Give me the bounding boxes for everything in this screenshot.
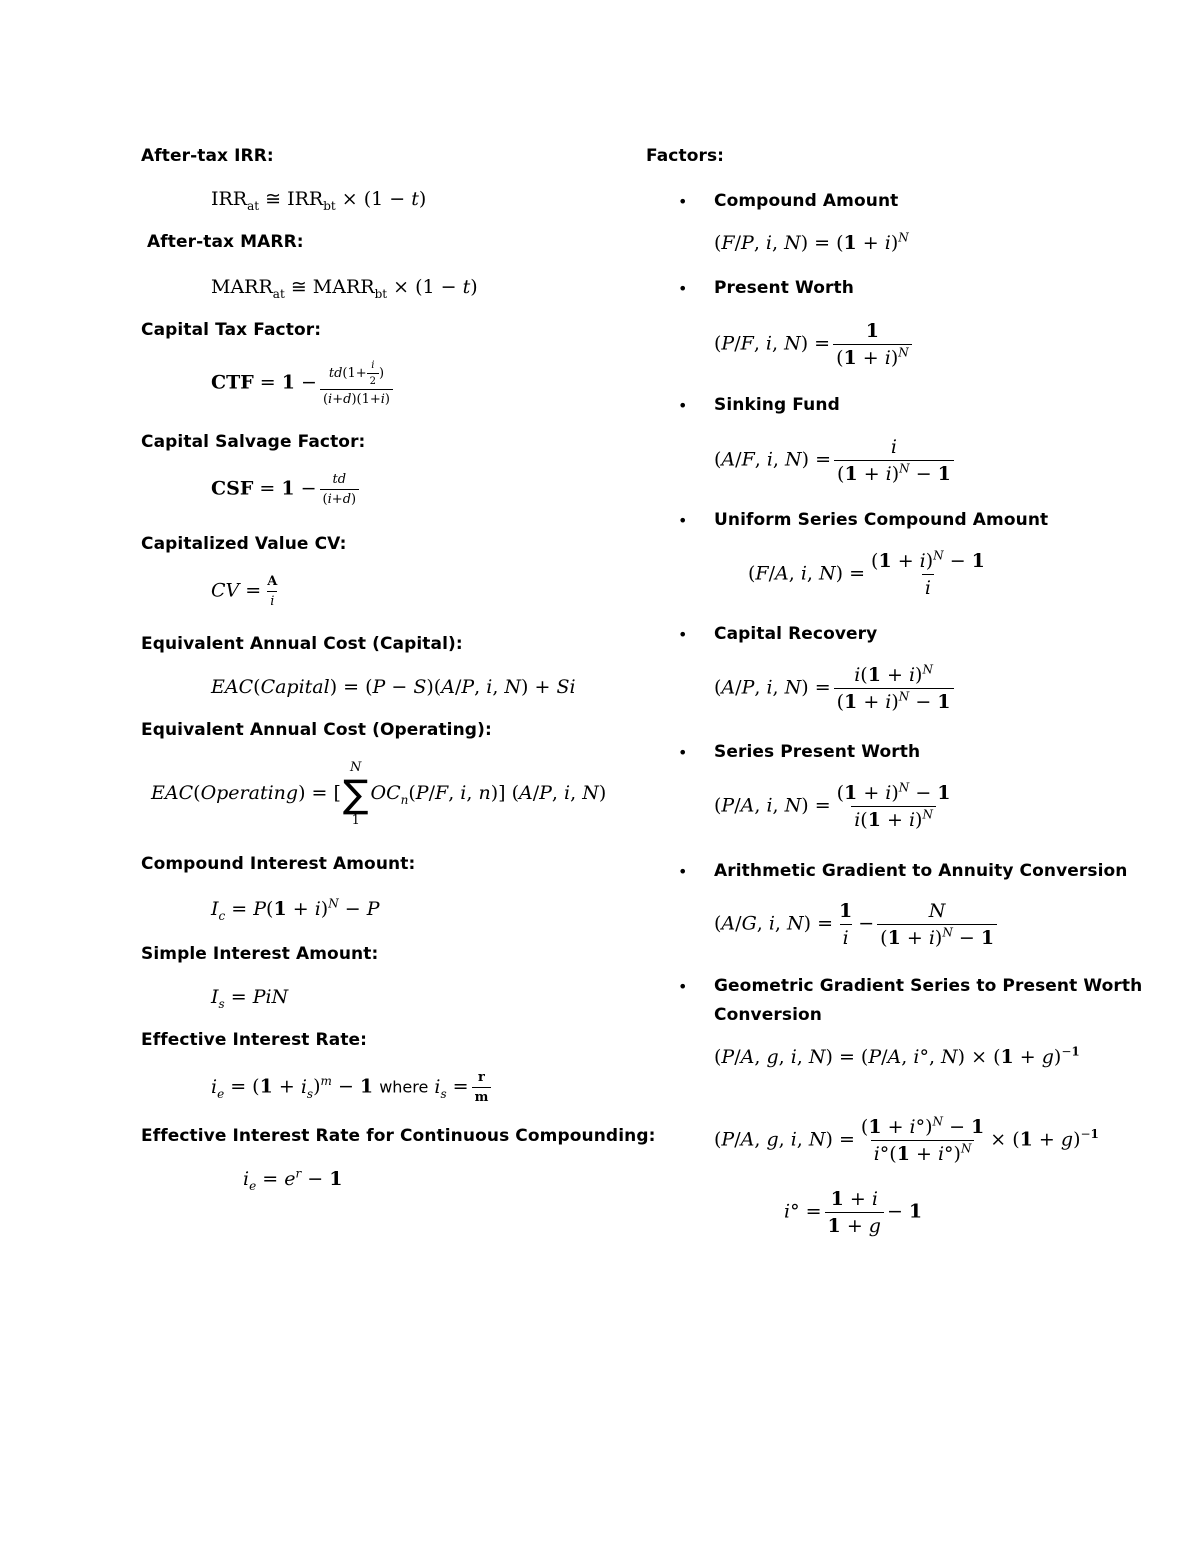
heading-eac-operating: Equivalent Annual Cost (Operating): [141,720,492,740]
formula-a-f: (A/F, i, N) = $\frac{i}{(1 + i)^N - 1}$ [714,436,957,485]
heading-capital-tax-factor: Capital Tax Factor: [141,320,322,340]
formula-a-p: (A/P, i, N) = $\frac{i(1 + i)^N}{(1 + i)^N - 1}$ [714,664,957,713]
bullet-icon: • [678,279,688,298]
formula-p-a-g-1: (P/A, g, i, N) = (P/A, i°, $N) \times (1 + g)^{-1}$ [714,1044,1080,1068]
factor-geometric-gradient-line2: Conversion [714,1005,822,1025]
heading-after-tax-marr: After-tax MARR: [147,232,304,252]
bullet-icon: • [678,743,688,762]
formula-irr-at: $IRR_{at}$ ≅ $IRR_{bt} \times (1 - t)$ [211,188,427,213]
bullet-icon: • [678,625,688,644]
formula-f-p: (F/P, i, $N) = (1 + i)^N$ [714,230,909,254]
formula-p-a: (P/A, i, N) = $\frac{(1 + i)^N - 1}{i(1 + i)^N}$ [714,780,951,831]
formula-effective-rate: $i_e = (1 + i_s)^m - 1$ where $i_s$ = $\frac{r}{m}$ [211,1070,494,1105]
formula-eac-operating: EAC(Operating) = [ N ∑ 1 $OC_n(P/F$, i, n)] (A/P, i, N) [151,760,607,828]
factor-sinking-fund: Sinking Fund [714,395,840,415]
heading-compound-interest: Compound Interest Amount: [141,854,416,874]
formula-continuous: $i_e = e^r - 1$ [243,1166,343,1193]
bullet-icon: • [678,862,688,881]
factor-series-present-worth: Series Present Worth [714,742,921,762]
formula-eac-capital: EAC(Capital) = (P − S)(A/P, i, N) + Si [211,676,576,698]
factor-capital-recovery: Capital Recovery [714,624,878,644]
bullet-icon: • [678,396,688,415]
formula-simple-interest: $I_s$ = PiN [211,986,289,1011]
heading-eac-capital: Equivalent Annual Cost (Capital): [141,634,463,654]
bullet-icon: • [678,977,688,996]
factor-arithmetic-gradient: Arithmetic Gradient to Annuity Conversion [714,861,1128,881]
formula-i-degree: i° = $\frac{1 + i}{1 + g}$ − 1 [784,1188,923,1237]
formula-f-a: (F/A, i, N) = $\frac{(1 + i)^N - 1}{i}$ [748,548,985,599]
formula-a-g: (A/G, i, N) = $\frac{1}{i}$ − $\frac{N}{(1 + i)^N - 1}$ [714,900,1000,949]
formula-ctf: CTF = 1 − td(1+ $\frac{i}{2}$ ) (i+d)(1+i) [211,360,396,407]
factor-compound-amount: Compound Amount [714,191,899,211]
factor-geometric-gradient: Geometric Gradient Series to Present Worth [714,976,1143,996]
where-text: where [379,1077,429,1097]
bullet-icon: • [678,511,688,530]
heading-capital-salvage-factor: Capital Salvage Factor: [141,432,366,452]
factor-uniform-series-compound-amount: Uniform Series Compound Amount [714,510,1049,530]
formula-csf: CSF = 1 − $\frac{td}{(i+d)}$ [211,472,362,507]
formula-cv: CV = $\frac{A}{i}$ [211,574,278,609]
factor-present-worth: Present Worth [714,278,854,298]
heading-simple-interest: Simple Interest Amount: [141,944,379,964]
heading-effective-rate-continuous: Effective Interest Rate for Continuous Compounding: [141,1126,656,1146]
heading-factors: Factors: [646,146,725,166]
formula-p-f: (P/F, i, N) = $\frac{1}{(1 + i)^N}$ [714,320,915,369]
formula-marr-at: $MARR_{at}$ ≅ $MARR_{bt} \times (1 - t)$ [211,276,478,301]
formula-compound-interest: $I_c = P(1 + i)^N - P$ [211,896,380,923]
formula-p-a-g-2: (P/A, g, i, N) = $\frac{(1 + i^\circ)^N - 1}{i^\circ(1 + i^\circ)^N}$ × $(1 + g)^{-1}$ [714,1114,1099,1165]
heading-effective-rate: Effective Interest Rate: [141,1030,368,1050]
heading-capitalized-value: Capitalized Value CV: [141,534,347,554]
heading-after-tax-irr: After-tax IRR: [141,146,274,166]
bullet-icon: • [678,192,688,211]
